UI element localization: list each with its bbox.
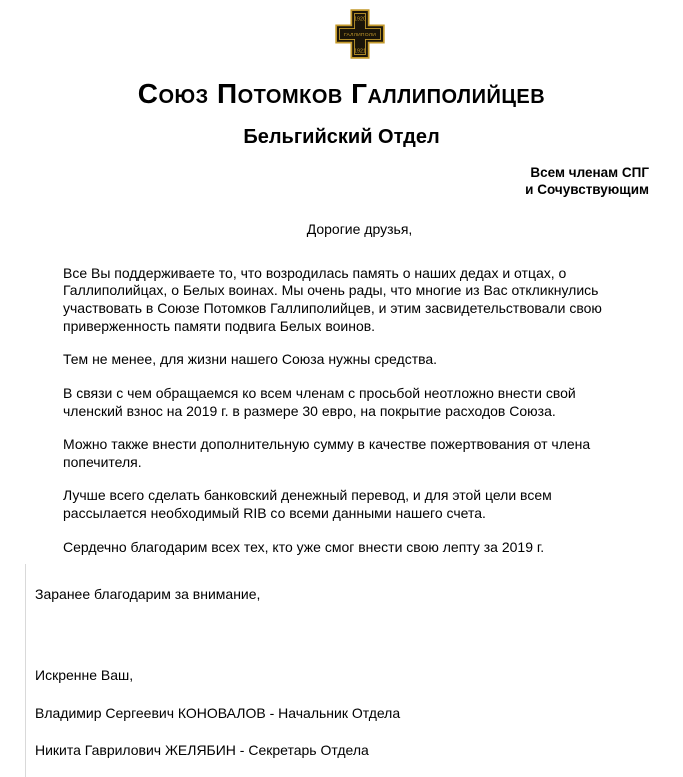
letter-page	[0, 8, 683, 777]
cross-year-bottom: 1921	[353, 48, 366, 55]
letter-paragraph-1: Все Вы поддерживаете то, что возродилась память о наших дедах и отцах, о Галлиполийцах, о Белых воинах. Мы очень рады, что многие из Вас откликнулись участвовать в Союзе Потомков Галлиполийцев, и этим засвидетельствовали свою приверженность памяти подвига Белых воинов.	[63, 264, 602, 334]
salutation: Дорогие друзья,	[306, 220, 413, 237]
cross-inscription: ГАЛЛИПОЛИ	[343, 31, 376, 38]
letter-paragraph-3: В связи с чем обращаемся ко всем членам с просьбой неотложно внести свой членский взнос на 2019 г. в размере 30 евро, на покрытие расходов Союза.	[63, 384, 576, 419]
letter-paragraph-5: Лучше всего сделать банковский денежный перевод, и для этой цели всем рассылается необходимый RIB со всеми данными нашего счета.	[63, 487, 552, 521]
letter-body	[63, 265, 628, 557]
page-title: Союз Потомков Галлиполийцев	[137, 78, 546, 109]
addressee-line-2: и Сочувствующим	[525, 181, 649, 197]
letter-paragraph-6: Сердечно благодарим всех тех, кто уже смог внести свою лепту за 2019 г.	[63, 538, 545, 555]
page-edge-line	[25, 564, 26, 777]
addressee-line-1: Всем членам СПГ	[530, 165, 649, 180]
signature-line-2: Никита Гаврилович ЖЕЛЯБИН - Секретарь Отдела	[35, 742, 369, 759]
closing-sincerely: Искренне Ваш,	[35, 666, 134, 683]
gallipoli-cross-icon	[334, 8, 386, 60]
letter-paragraph-4: Можно также внести дополнительную сумму в качестве пожертвования от члена попечителя.	[63, 436, 591, 470]
subtitle: Бельгийский Отдел	[243, 126, 440, 148]
closing-thanks: Заранее благодарим за внимание,	[35, 586, 261, 603]
cross-year-top: 1920	[353, 16, 366, 23]
signature-line-1: Владимир Сергеевич КОНОВАЛОВ - Начальник Отдела	[35, 704, 401, 721]
letter-paragraph-2: Тем не менее, для жизни нашего Союза нужны средства.	[63, 351, 438, 368]
closing-block	[35, 586, 643, 760]
gallipoli-cross-emblem	[334, 8, 386, 60]
addressee-block	[0, 165, 649, 199]
